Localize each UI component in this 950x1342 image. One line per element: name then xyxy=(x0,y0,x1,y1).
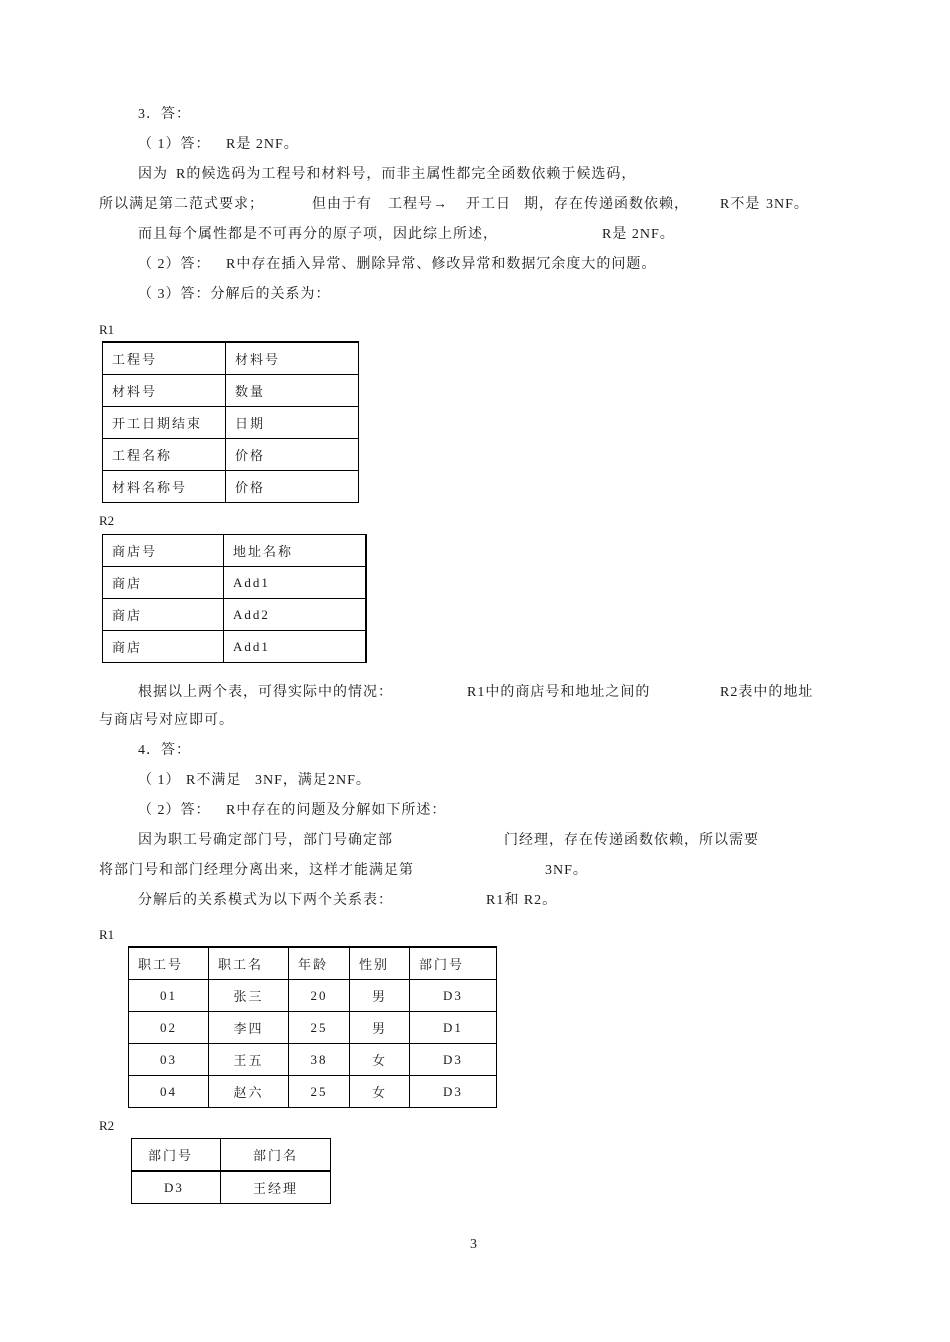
table-cell: Add1 xyxy=(224,567,367,599)
table-row xyxy=(129,947,497,980)
table-cell: 部门名 xyxy=(221,1139,331,1172)
text-segment: R2表中的地址 xyxy=(720,685,814,700)
table-r1-employees xyxy=(128,946,497,1108)
table-r2-departments xyxy=(131,1138,331,1204)
table-cell: Add1 xyxy=(224,631,367,663)
text-segment: 2NF。 xyxy=(328,773,371,788)
table-row xyxy=(103,535,367,567)
table-cell: 部门号 xyxy=(410,947,497,980)
table-cell: 李四 xyxy=(209,1012,289,1044)
table-label-r2-departments: R2 xyxy=(99,1118,115,1133)
table-cell: D1 xyxy=(410,1012,497,1044)
table-cell: 开工日期结束 xyxy=(103,407,226,439)
table-cell: 男 xyxy=(350,980,410,1012)
table-cell: 25 xyxy=(289,1012,350,1044)
text-segment: R1中的商店号和地址之间的 xyxy=(467,685,651,700)
table-row xyxy=(103,375,359,407)
table-row xyxy=(103,407,359,439)
table-row xyxy=(129,1076,497,1108)
table-cell: 数量 xyxy=(226,375,359,407)
table-cell: D3 xyxy=(410,1044,497,1076)
table-cell: D3 xyxy=(410,1076,497,1108)
text-segment: 3NF。 xyxy=(766,197,809,212)
table-cell: D3 xyxy=(410,980,497,1012)
table-cell: 张三 xyxy=(209,980,289,1012)
table-cell: 地址名称 xyxy=(224,535,367,567)
text-segment: 3．答： xyxy=(138,107,191,122)
text-segment: R1和 R2。 xyxy=(486,893,558,908)
table-cell: 商店 xyxy=(103,567,224,599)
table-cell: 02 xyxy=(129,1012,209,1044)
text-segment: （ 3）答：分解后的关系为： xyxy=(138,287,331,302)
table-cell: Add2 xyxy=(224,599,367,631)
text-segment: 因为职工号确定部门号，部门号确定部 xyxy=(138,833,393,848)
table-cell: 商店号 xyxy=(103,535,224,567)
text-segment: 与商店号对应即可。 xyxy=(99,713,234,728)
text-segment: （ 2）答： xyxy=(138,803,211,818)
text-segment: 而且每个属性都是不可再分的原子项，因此综上所述， xyxy=(138,227,498,242)
text-segment: R是 2NF。 xyxy=(226,137,299,152)
text-segment: 但由于有 xyxy=(312,197,372,212)
page-number: 3 xyxy=(470,1237,477,1252)
text-segment: 4．答： xyxy=(138,743,191,758)
table-r1-materials xyxy=(102,341,359,503)
table-cell: 女 xyxy=(350,1044,410,1076)
table-cell: 部门号 xyxy=(132,1139,221,1172)
table-cell: 25 xyxy=(289,1076,350,1108)
text-segment: （ 1） xyxy=(138,773,181,788)
text-segment: R中存在插入异常、删除异常、修改异常和数据冗余度大的问题。 xyxy=(226,257,657,272)
text-segment: 期，存在传递函数依赖， xyxy=(524,197,689,212)
text-segment: 工程号→ xyxy=(388,197,448,212)
table-cell: D3 xyxy=(132,1171,221,1204)
table-cell: 01 xyxy=(129,980,209,1012)
table-cell: 38 xyxy=(289,1044,350,1076)
table-label-r1: R1 xyxy=(99,322,115,337)
text-segment: 将部门号和部门经理分离出来，这样才能满足第 xyxy=(99,863,414,878)
text-segment: 所以满足第二范式要求； xyxy=(99,197,264,212)
table-cell: 王经理 xyxy=(221,1171,331,1204)
table-row xyxy=(103,599,367,631)
table-row xyxy=(129,1044,497,1076)
text-segment: R不是 xyxy=(720,197,761,212)
table-cell: 商店 xyxy=(103,631,224,663)
table-r2-stores xyxy=(102,534,367,663)
table-row xyxy=(103,471,359,503)
table-row xyxy=(103,567,367,599)
table-cell: 赵六 xyxy=(209,1076,289,1108)
table-label-r2: R2 xyxy=(99,513,115,528)
table-row xyxy=(129,980,497,1012)
table-cell: 材料号 xyxy=(103,375,226,407)
table-cell: 年龄 xyxy=(289,947,350,980)
table-cell: 材料名称号 xyxy=(103,471,226,503)
text-segment: 根据以上两个表，可得实际中的情况： xyxy=(138,685,393,700)
text-segment: 分解后的关系模式为以下两个关系表： xyxy=(138,893,393,908)
table-cell: 20 xyxy=(289,980,350,1012)
text-segment: R不满足 xyxy=(186,773,242,788)
text-segment: 3NF，满足 xyxy=(255,773,328,788)
table-cell: 材料号 xyxy=(226,342,359,375)
table-cell: 商店 xyxy=(103,599,224,631)
text-segment: （ 2）答： xyxy=(138,257,211,272)
table-cell: 性别 xyxy=(350,947,410,980)
text-segment: 3NF。 xyxy=(545,863,588,878)
table-row xyxy=(103,631,367,663)
table-cell: 工程号 xyxy=(103,342,226,375)
text-segment: 开工日 xyxy=(466,197,511,212)
table-row xyxy=(132,1171,331,1204)
table-cell: 女 xyxy=(350,1076,410,1108)
table-row xyxy=(132,1139,331,1172)
table-cell: 男 xyxy=(350,1012,410,1044)
table-cell: 职工号 xyxy=(129,947,209,980)
table-label-r1-employees: R1 xyxy=(99,927,115,942)
text-segment: R是 2NF。 xyxy=(602,227,675,242)
table-cell: 03 xyxy=(129,1044,209,1076)
table-cell: 职工名 xyxy=(209,947,289,980)
text-segment: 门经理，存在传递函数依赖，所以需要 xyxy=(504,833,759,848)
table-row xyxy=(129,1012,497,1044)
table-row xyxy=(103,439,359,471)
table-cell: 日期 xyxy=(226,407,359,439)
text-segment: 因为 xyxy=(138,167,168,182)
text-segment: R的候选码为工程号和材料号，而非主属性都完全函数依赖于候选码， xyxy=(176,167,637,182)
table-cell: 价格 xyxy=(226,439,359,471)
table-cell: 04 xyxy=(129,1076,209,1108)
text-segment: R中存在的问题及分解如下所述： xyxy=(226,803,447,818)
table-row xyxy=(103,342,359,375)
table-cell: 工程名称 xyxy=(103,439,226,471)
text-segment: （ 1）答： xyxy=(138,137,211,152)
table-cell: 价格 xyxy=(226,471,359,503)
table-cell: 王五 xyxy=(209,1044,289,1076)
